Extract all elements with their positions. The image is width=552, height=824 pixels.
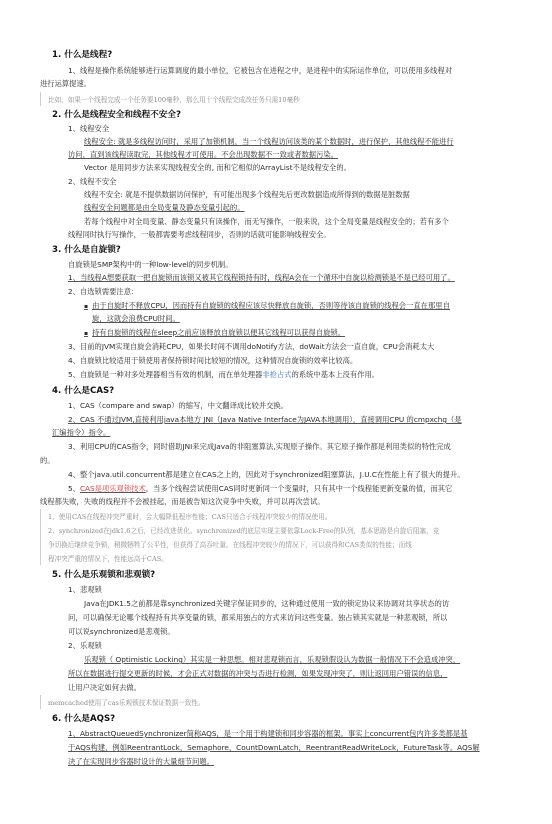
section-heading: 4. 什么是CAS? [52,386,115,396]
text-line: 所以在数据进行提交更新的时候，才会正式对数据的冲突与否进行检测，如果发现冲突了，则让返回用户错误的信息， [68,669,448,678]
text-line: 决了在实现同步容器时设计的大量细节问题。 [68,757,214,766]
text-line: 5、CAS是项乐观锁技术，当多个线程尝试使用CAS同时更新同一个变量时，只有其中一个线程能更新变量的值，而其它 [68,484,453,493]
text-line: ▪ 由于自旋时不释放CPU，因而持有自旋锁的线程应该尽快释放自旋锁，否则等待该自旋锁的线程会一直在那里自 [84,301,450,311]
text-line: 1、悲观锁 [68,585,102,594]
text-line: 2、synchronized在jdk1.6之后，已经改进优化。synchronized的底层实现主要依靠Lock-Free的队列，基本思路是自旋后阻塞，竞 [48,527,440,535]
text-line: 1、线程安全 [68,124,110,133]
text-line: 争切换后继续竞争锁，稍微牺牲了公平性，但获得了高吞吐量。在线程冲突较少的情况下，可以获得和CAS类似的性能；而线 [48,541,412,549]
text-line: 若每个线程中对全局变量、静态变量只有读操作，而无写操作，一般来说，这个全局变量是线程安全的；若有多个 [84,217,449,226]
section-heading: 3. 什么是自旋锁? [52,245,121,255]
text-line: 3、利用CPU的CAS指令，同时借助JNI来完成Java的非阻塞算法,实现原子操作。其它原子操作都是利用类似的特性完成 [68,442,451,451]
text-line: 1、使用CAS在线程冲突严重时，会大幅降低程序性能；CAS只适合于线程冲突较少的情况使用。 [48,513,332,521]
text-line: 可以说synchronized是悲观锁。 [68,627,175,636]
text-line: 比如，如果一个线程完成一个任务要100毫秒，那么用十个线程完成改任务只需10毫秒 [48,96,300,104]
quote-bar [40,92,41,106]
text-line: 进行运算提速。 [40,79,92,88]
section-heading: 2. 什么是线程安全和线程不安全? [52,110,181,120]
text-line: 1、当线程A想要获取一把自旋锁而该锁又被其它线程锁持有时，线程A会在一个循环中自旋以检测锁是不是已经可用了。 [68,273,455,282]
text-line: 问，可以确保无论哪个线程持有共享变量的锁，都采用独占的方式来访问这些变量。独占锁其实就是一种悲观锁，所以 [68,613,448,622]
text-line: 5、自旋锁是一种对多处理器相当有效的机制，而在单处理器非抢占式的系统中基本上没有作用。 [68,370,380,379]
text-line: 线程安全问题都是由全局变量及静态变量引起的。 [84,203,245,212]
text-line: 4、自旋锁比较适用于锁使用者保持锁时间比较短的情况，这种情况自旋锁的效率比较高。 [68,356,358,365]
text-line: 1、AbstractQueuedSynchronizer简称AQS，是一个用于构建锁和同步容器的框架。事实上concurrent包内许多类都是基 [68,729,468,738]
text-line: 线程同时执行写操作，一般都需要考虑线程同步，否则的话就可能影响线程安全。 [68,230,331,239]
quote-bar [40,509,41,565]
text-line: 程冲突严重的情况下，性能远高于CAS。 [48,555,168,563]
section-heading: 5. 什么是乐观锁和悲观锁? [52,570,156,580]
text-line: 乐观锁（ Optimistic Locking）其实是一种思想。相对悲观锁而言，乐观锁假设认为数据一般情况下不会造成冲突， [84,655,461,664]
text-line: 4、整个java.util.concurrent都是建立在CAS之上的，因此对于synchronized阻塞算法，J.U.C在性能上有了很大的提升。 [68,470,465,479]
text-line: 2、自选锁需要注意： [68,287,139,296]
text-line: 2、线程不安全 [68,177,117,186]
text-line: 自旋锁是SMP架构中的一种low-level的同步机制。 [68,260,233,269]
text-line: memcached使用了cas乐观锁技术保证数据一致性。 [48,699,205,707]
text-line: 1、CAS（compare and swap）的缩写，中文翻译成比较并交换。 [68,401,288,410]
text-line: 线程都失败，失败的线程并不会被挂起，而是被告知这次竞争中失败，并可以再次尝试。 [40,497,325,506]
text-line: 线程安全: 就是多线程访问时，采用了加锁机制，当一个线程访问该类的某个数据时，进行保护，其他线程不能进行 [84,137,454,146]
text-line: 1、线程是操作系统能够进行运算调度的最小单位，它被包含在进程之中，是进程中的实际运作单位，可以使用多线程对 [68,66,453,75]
text-line: ▪ 持有自旋锁的线程在sleep之前应该释放自旋锁以便其它线程可以获得自旋锁。 [84,328,345,338]
text-line: 旋，这就会浪费CPU时间。 [92,314,180,323]
text-line: Java在JDK1.5之前都是靠synchronized关键字保证同步的，这种通过使用一致的锁定协议来协调对共享状态的访 [84,599,450,608]
text-line: 线程不安全: 就是不提供数据访问保护，有可能出现多个线程先后更改数据造成所得到的数据是脏数据 [84,190,410,199]
text-line: 的。 [40,456,55,465]
text-line: 2、CAS 不通过JVM,直接利用java本地方 JNI（Java Native Interface为JAVA本地调用），直接调用CPU 的cmpxchg（是 [68,415,462,424]
text-line: 3、目前的JVM实现自旋会消耗CPU，如果长时间不调用doNotify方法，doWait方法会一直自旋，CPU会消耗太大 [68,342,435,351]
quote-bar [40,695,41,709]
text-line: 于AQS构建，例如ReentrantLock，Semaphore，CountDownLatch，ReentrantReadWriteLock，FutureTask等。AQS解 [68,743,480,752]
section-heading: 6. 什么是AQS? [52,714,116,724]
text-line: Vector 是用同步方法来实现线程安全的, 而和它相似的ArrayList不是线程安全的。 [84,163,351,172]
text-line: 让用户决定如何去做。 [68,683,141,692]
section-heading: 1. 什么是线程? [52,50,113,60]
text-line: 访问，直到该线程读取完，其他线程才可使用。不会出现数据不一致或者数据污染。 [68,150,338,159]
text-line: 2、乐观锁 [68,641,102,650]
text-line: 汇编指令）指令。 [52,428,111,437]
